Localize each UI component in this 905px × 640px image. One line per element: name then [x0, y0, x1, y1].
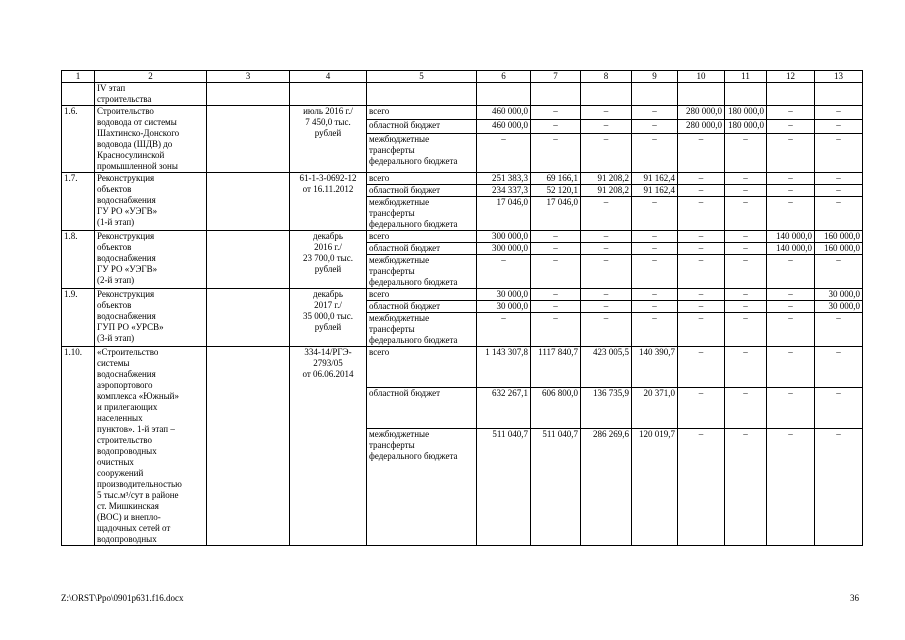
item-deadline-cost — [290, 106, 367, 173]
column-header: 8 — [581, 71, 632, 83]
amount-cell: 511 040,7 — [477, 429, 531, 546]
amount-cell: – — [767, 289, 815, 301]
column-header: 1 — [62, 71, 95, 83]
funding-source — [367, 185, 477, 197]
text-line: объектов — [97, 184, 132, 194]
amount-cell: 91 162,4 — [632, 185, 678, 197]
amount-cell: – — [725, 301, 767, 313]
amount-cell: 180 000,0 — [725, 106, 767, 120]
text-line: 2793/05 — [313, 358, 343, 368]
empty-cell — [367, 83, 477, 106]
item-number: 1.8. — [62, 231, 95, 289]
amount-cell: – — [477, 255, 531, 289]
table-row — [62, 289, 863, 301]
text-line: ст. Мишкинская — [97, 501, 159, 511]
amount-cell: – — [725, 289, 767, 301]
table-row — [62, 231, 863, 243]
amount-cell: – — [815, 197, 863, 231]
column-header: 3 — [207, 71, 290, 83]
amount-cell: – — [767, 133, 815, 172]
amount-cell: – — [531, 133, 581, 172]
amount-cell: 300 000,0 — [477, 243, 531, 255]
stage-row — [62, 83, 863, 106]
amount-cell: – — [581, 243, 632, 255]
text-line: трансферты — [369, 266, 415, 276]
text-line: 35 000,0 тыс. — [303, 311, 353, 321]
amount-cell: 632 267,1 — [477, 388, 531, 429]
text-line: (ВОС) и внеплo- — [97, 512, 161, 522]
amount-cell: – — [477, 133, 531, 172]
funding-source — [367, 231, 477, 243]
amount-cell: – — [531, 301, 581, 313]
text-line: Красносулинской — [97, 150, 165, 160]
item-deadline-cost — [290, 289, 367, 347]
text-line: межбюджетные — [369, 255, 430, 265]
text-line: «Строительство — [97, 347, 159, 357]
amount-cell: 30 000,0 — [477, 301, 531, 313]
funding-source — [367, 119, 477, 133]
text-line: водопроводных — [97, 534, 157, 544]
empty-cell — [207, 106, 290, 173]
amount-cell: – — [531, 119, 581, 133]
header-row — [62, 71, 863, 83]
amount-cell: 140 000,0 — [767, 243, 815, 255]
amount-cell: – — [725, 243, 767, 255]
text-line: рублей — [314, 264, 342, 274]
empty-cell — [632, 83, 678, 106]
amount-cell: – — [632, 106, 678, 120]
amount-cell: – — [678, 255, 725, 289]
column-header: 9 — [632, 71, 678, 83]
amount-cell: 286 269,6 — [581, 429, 632, 546]
item-name — [95, 231, 207, 289]
empty-cell — [767, 83, 815, 106]
amount-cell: – — [767, 301, 815, 313]
text-line: Реконструкция — [97, 289, 155, 299]
amount-cell: – — [725, 347, 767, 388]
amount-cell: 606 800,0 — [531, 388, 581, 429]
column-header: 7 — [531, 71, 581, 83]
text-line: Шахтинско-Донского — [97, 128, 180, 138]
amount-cell: – — [632, 301, 678, 313]
amount-cell: 1117 840,7 — [531, 347, 581, 388]
text-line: водоснабжения — [97, 369, 156, 379]
amount-cell: – — [678, 347, 725, 388]
amount-cell: – — [767, 106, 815, 120]
text-line: декабрь — [313, 289, 343, 299]
amount-cell: 423 005,5 — [581, 347, 632, 388]
amount-cell: – — [581, 231, 632, 243]
funding-source — [367, 301, 477, 313]
amount-cell: – — [477, 313, 531, 347]
text-line: 5 тыс.м³/сут в районе — [97, 490, 179, 500]
amount-cell: – — [581, 119, 632, 133]
text-line: областной бюджет — [369, 185, 441, 195]
amount-cell: – — [767, 347, 815, 388]
text-line: строительства — [97, 94, 152, 104]
text-line: федерального бюджета — [369, 155, 458, 166]
item-deadline-cost — [290, 231, 367, 289]
amount-cell: – — [632, 243, 678, 255]
text-line: 2016 г./ — [314, 242, 342, 252]
text-line: декабрь — [313, 231, 343, 241]
amount-cell: 180 000,0 — [725, 119, 767, 133]
text-line: водоснабжения — [97, 253, 156, 263]
amount-cell: – — [581, 313, 632, 347]
text-line: всего — [369, 347, 390, 357]
amount-cell: – — [815, 119, 863, 133]
text-line: сооружений — [97, 468, 144, 478]
text-line: системы — [97, 358, 130, 368]
amount-cell: – — [581, 301, 632, 313]
column-header: 5 — [367, 71, 477, 83]
column-header: 11 — [725, 71, 767, 83]
text-line: (1-й этап) — [97, 217, 135, 227]
text-line: федерального бюджета — [369, 219, 458, 229]
text-line: межбюджетные — [369, 197, 430, 207]
empty-cell — [725, 83, 767, 106]
text-line: трансферты — [369, 440, 415, 451]
amount-cell: 160 000,0 — [815, 231, 863, 243]
text-line: межбюджетные — [369, 313, 430, 323]
amount-cell: – — [725, 133, 767, 172]
empty-cell — [531, 83, 581, 106]
amount-cell: – — [767, 313, 815, 347]
item-deadline-cost — [290, 347, 367, 546]
amount-cell: – — [581, 133, 632, 172]
amount-cell: 52 120,1 — [531, 185, 581, 197]
amount-cell: 140 390,7 — [632, 347, 678, 388]
amount-cell: 251 383,3 — [477, 173, 531, 185]
text-line: всего — [369, 289, 390, 299]
item-deadline-cost — [290, 173, 367, 231]
text-line: всего — [369, 106, 390, 116]
amount-cell: – — [531, 106, 581, 120]
amount-cell: – — [678, 301, 725, 313]
empty-cell — [207, 231, 290, 289]
amount-cell: – — [815, 347, 863, 388]
text-line: ГУП РО «УРСВ» — [97, 322, 164, 332]
table-row — [62, 173, 863, 185]
text-line: ГУ РО «УЭГВ» — [97, 206, 158, 216]
text-line: водовода (ШДВ) до — [97, 139, 173, 149]
text-line: пунктов». 1-й этап – — [97, 424, 175, 434]
amount-cell: 91 208,2 — [581, 185, 632, 197]
item-number: 1.9. — [62, 289, 95, 347]
amount-cell: – — [531, 313, 581, 347]
amount-cell: – — [725, 388, 767, 429]
item-name — [95, 347, 207, 546]
text-line: объектов — [97, 242, 132, 252]
amount-cell: – — [632, 119, 678, 133]
text-line: водовода от системы — [97, 117, 177, 127]
text-line: ГУ РО «УЭГВ» — [97, 264, 158, 274]
text-line: рублей — [314, 322, 342, 332]
amount-cell: – — [725, 255, 767, 289]
text-line: от 06.06.2014 — [302, 369, 354, 379]
amount-cell: – — [531, 255, 581, 289]
amount-cell: 91 162,4 — [632, 173, 678, 185]
item-name — [95, 173, 207, 231]
text-line: трансферты — [369, 208, 415, 218]
amount-cell: – — [678, 313, 725, 347]
text-line: 334-14/РГЭ- — [304, 347, 352, 357]
amount-cell: – — [678, 429, 725, 546]
budget-table — [61, 70, 863, 546]
empty-cell — [477, 83, 531, 106]
text-line: водоснабжения — [97, 195, 156, 205]
item-number: 1.7. — [62, 173, 95, 231]
amount-cell: – — [725, 173, 767, 185]
amount-cell: 30 000,0 — [815, 301, 863, 313]
amount-cell: – — [632, 255, 678, 289]
text-line: июль 2016 г./ — [303, 106, 353, 116]
amount-cell: – — [531, 289, 581, 301]
amount-cell: 30 000,0 — [815, 289, 863, 301]
text-line: производительностью — [97, 479, 182, 489]
amount-cell: 460 000,0 — [477, 119, 531, 133]
text-line: рублей — [314, 128, 342, 138]
amount-cell: – — [581, 289, 632, 301]
text-line: комплекса «Южный» — [97, 391, 179, 401]
text-line: 2017 г./ — [314, 300, 342, 310]
amount-cell: – — [815, 388, 863, 429]
text-line: IV этап — [97, 83, 126, 93]
item-number: 1.6. — [62, 106, 95, 173]
text-line: федерального бюджета — [369, 335, 458, 345]
amount-cell: – — [725, 313, 767, 347]
funding-source — [367, 429, 477, 546]
stage-label — [95, 83, 207, 106]
amount-cell: – — [725, 197, 767, 231]
item-name — [95, 289, 207, 347]
funding-source — [367, 313, 477, 347]
text-line: (3-й этап) — [97, 333, 135, 343]
text-line: всего — [369, 231, 390, 241]
amount-cell: 1 143 307,8 — [477, 347, 531, 388]
column-header: 4 — [290, 71, 367, 83]
amount-cell: – — [632, 231, 678, 243]
funding-source — [367, 197, 477, 231]
amount-cell: – — [815, 255, 863, 289]
text-line: и прилегающих — [97, 402, 158, 412]
amount-cell: – — [725, 231, 767, 243]
text-line: щадочных сетей от — [97, 523, 171, 533]
item-number: 1.10. — [62, 347, 95, 546]
amount-cell: – — [815, 133, 863, 172]
text-line: межбюджетные — [369, 133, 430, 144]
empty-cell — [207, 347, 290, 546]
text-line: очистных — [97, 457, 134, 467]
amount-cell: 300 000,0 — [477, 231, 531, 243]
text-line: водопроводных — [97, 446, 157, 456]
column-header: 6 — [477, 71, 531, 83]
text-line: населенных — [97, 413, 143, 423]
amount-cell: 30 000,0 — [477, 289, 531, 301]
footer-page-number: 36 — [850, 593, 859, 603]
amount-cell: – — [767, 429, 815, 546]
amount-cell: – — [678, 133, 725, 172]
text-line: Реконструкция — [97, 173, 155, 183]
amount-cell: – — [815, 106, 863, 120]
amount-cell: 460 000,0 — [477, 106, 531, 120]
amount-cell: – — [581, 106, 632, 120]
amount-cell: – — [632, 197, 678, 231]
empty-cell — [815, 83, 863, 106]
text-line: трансферты — [369, 324, 415, 334]
empty-cell — [290, 83, 367, 106]
amount-cell: 234 337,3 — [477, 185, 531, 197]
text-line: межбюджетные — [369, 429, 430, 440]
text-line: промышленной зоны — [97, 161, 178, 171]
amount-cell: 20 371,0 — [632, 388, 678, 429]
amount-cell: – — [632, 289, 678, 301]
table-row — [62, 347, 863, 388]
amount-cell: 511 040,7 — [531, 429, 581, 546]
text-line: областной бюджет — [369, 243, 441, 253]
amount-cell: 17 046,0 — [531, 197, 581, 231]
amount-cell: 17 046,0 — [477, 197, 531, 231]
amount-cell: 136 735,9 — [581, 388, 632, 429]
text-line: федерального бюджета — [369, 277, 458, 287]
amount-cell: 280 000,0 — [678, 106, 725, 120]
amount-cell: – — [725, 185, 767, 197]
funding-source — [367, 289, 477, 301]
amount-cell: 140 000,0 — [767, 231, 815, 243]
item-name — [95, 106, 207, 173]
text-line: Строительство — [97, 106, 154, 116]
text-line: областной бюджет — [369, 301, 441, 311]
text-line: 61-1-3-0692-12 — [299, 173, 357, 183]
text-line: (2-й этап) — [97, 275, 135, 285]
funding-source — [367, 347, 477, 388]
amount-cell: 91 208,2 — [581, 173, 632, 185]
text-line: объектов — [97, 300, 132, 310]
amount-cell: 120 019,7 — [632, 429, 678, 546]
text-line: строительство — [97, 435, 152, 445]
amount-cell: – — [767, 255, 815, 289]
empty-cell — [207, 173, 290, 231]
empty-cell — [207, 83, 290, 106]
amount-cell: – — [678, 231, 725, 243]
amount-cell: – — [767, 185, 815, 197]
text-line: всего — [369, 173, 390, 183]
amount-cell: – — [767, 119, 815, 133]
amount-cell: – — [767, 173, 815, 185]
funding-source — [367, 388, 477, 429]
amount-cell: – — [581, 197, 632, 231]
amount-cell: – — [767, 197, 815, 231]
amount-cell: – — [581, 255, 632, 289]
column-header: 2 — [95, 71, 207, 83]
text-line: Реконструкция — [97, 231, 155, 241]
amount-cell: – — [678, 197, 725, 231]
text-line: областной бюджет — [369, 119, 441, 130]
amount-cell: 280 000,0 — [678, 119, 725, 133]
amount-cell: – — [678, 243, 725, 255]
text-line: федерального бюджета — [369, 451, 458, 462]
amount-cell: – — [678, 185, 725, 197]
amount-cell: – — [531, 231, 581, 243]
column-header: 10 — [678, 71, 725, 83]
funding-source — [367, 243, 477, 255]
text-line: 23 700,0 тыс. — [303, 253, 353, 263]
amount-cell: – — [815, 185, 863, 197]
amount-cell: – — [678, 289, 725, 301]
text-line: от 16.11.2012 — [302, 184, 354, 194]
amount-cell: 69 166,1 — [531, 173, 581, 185]
text-line: аэропортового — [97, 380, 153, 390]
funding-source — [367, 255, 477, 289]
footer-file-path: Z:\ORST\Ppo\0901p631.f16.docx — [61, 593, 184, 603]
text-line: трансферты — [369, 144, 415, 155]
amount-cell: – — [678, 388, 725, 429]
amount-cell: – — [632, 133, 678, 172]
amount-cell: – — [678, 173, 725, 185]
column-header: 12 — [767, 71, 815, 83]
empty-cell — [581, 83, 632, 106]
empty-cell — [207, 289, 290, 347]
text-line: водоснабжения — [97, 311, 156, 321]
amount-cell: – — [815, 429, 863, 546]
text-line: 7 450,0 тыс. — [305, 117, 351, 127]
amount-cell: – — [725, 429, 767, 546]
funding-source — [367, 106, 477, 120]
column-header: 13 — [815, 71, 863, 83]
amount-cell: – — [815, 173, 863, 185]
funding-source — [367, 173, 477, 185]
table-row — [62, 106, 863, 120]
amount-cell: 160 000,0 — [815, 243, 863, 255]
amount-cell: – — [767, 388, 815, 429]
empty-cell — [62, 83, 95, 106]
amount-cell: – — [531, 243, 581, 255]
text-line: областной бюджет — [369, 388, 441, 399]
amount-cell: – — [632, 313, 678, 347]
amount-cell: – — [815, 313, 863, 347]
empty-cell — [678, 83, 725, 106]
funding-source — [367, 133, 477, 172]
